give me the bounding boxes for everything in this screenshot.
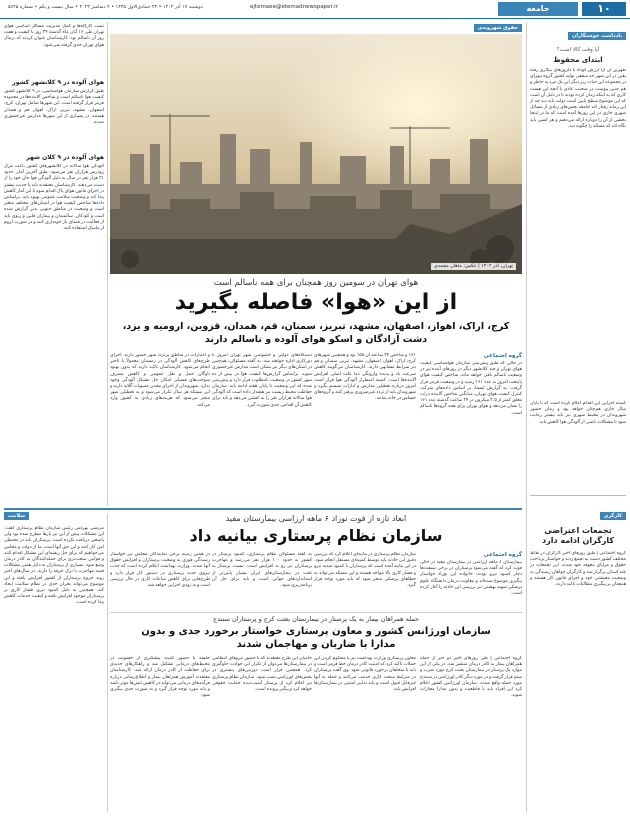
side-column: [4, 24, 104, 504]
opinion-body-continued: کمیته اجرایی این اقدام اعلام کرده است که تا پایان سال جاری هم‌چنان خواهد بود و زمان حضور شهروندان در محیط شهری نیز باید بیشتر رعایت شود تا مشکلات ناشی از آلودگی هوا کاهش یابد.: [530, 401, 626, 425]
opinion-column: [530, 22, 626, 812]
sub-story-col-1: گروه اجتماعی | طی روزهای اخیر دو خبر از حمله همراهان بیمار به کادر درمان منتشر شد. در یکی از این موارد یک پرستار در بیمارستان بعثت کرج مورد ضرب و شتم قرار گرفت و در مورد دیگر کادر اورژانس در سنندج مورد حمله واقع شدند. سازمان اورژانس کشور اعلام کرد این افراد باید با قاطعیت و بدون مدارا مجازات شوند.: [420, 656, 522, 699]
bottom-story-supertitle: ابعاد تازه از فوت نوزاد ۶ ماهه ارزاسی بیمارستان مفید: [225, 514, 407, 523]
bottom-story-col-1: بیمارستان ۶ ماهه ارزاسی در بیمارستان مفید در حالی فوت کرد که گفته می‌شود پرستاران در برخی شیفت‌ها دچار کمبود نیرو بودند. خانواده این نوزاد خواستار پیگیری موضوع شده‌اند و معاونت درمان دانشگاه علوم پزشکی شهید بهشتی نیز بررسی این حادثه را آغاز کرده است.: [420, 560, 522, 597]
bottom-side-body: مرتضی بهرامی رئیس سازمان نظام پرستاری گفت: این مشکلات پیش از این نیز بارها مطرح شده بود ولی پاسخی دریافت نکرده است. پرستاران باید در محیطی امن کار کنند و این حق آنها است. ما از دولت و مجلس می‌خواهیم که برای حل ریشه‌ای این مشکل اقدام کنند و قوانین سخت‌تری برای حمله‌کنندگان به کادر درمان وضع شود. بسیاری از پرستاران به دلیل همین مشکلات قصد مهاجرت یا ترک حرفه را دارند. در سال‌های اخیر روند خروج پرستاران از کشور افزایش یافته و این موضوع می‌تواند بحران جدی در نظام سلامت ایجاد کند. همچنین به دلیل کمبود نیرو، فشار کاری بر پرستاران موجود افزایش یافته و کیفیت خدمات کاهش پیدا کرده است.: [4, 526, 104, 606]
page-number: ۱۰: [582, 2, 626, 16]
bottom-story-byline: گروه اجتماعی: [483, 552, 522, 558]
section-divider: [4, 508, 522, 510]
labor-body: گروه اجتماعی | طبق روزهای اخیر کارگران در نقاط مختلف کشور دست به تجمع زدند و خواستار پرداخت حقوق و مزایای معوقه خود شدند. این تجمعات در چند استان برگزار شد و کارگران خواهان رسیدگی به وضعیت معیشتی خود و اجرای قانون کار هستند و همچنان بر پیگیری مطالبات تاکید دارند.: [530, 551, 626, 588]
opinion-tag: بادداشت خوشنگاران: [568, 32, 626, 40]
side-body-3: آلودگی هوا سالانه در کلانشهرهای کشور باعث مرگ زودرس هزاران نفر می‌شود. طبق آخرین آمار، حدود ۲۱ هزار نفر در سال به دلیل آلودگی هوا جان خود را از دست می‌دهند. کارشناسان معتقدند باید با جدیت بیشتر در اجرای قانون هوای پاک اقدام شود تا این آمار کاهش پیدا کند و وضعیت سلامت عمومی بهبود یابد. براساس داده‌ها شاخص کیفیت هوا در استان‌های مختلف متغیر است و وضعیت در مناطق جنوبی بدتر گزارش شده است و کودکان، سالمندان و بیماران قلبی و ریوی باید از فعالیت در فضای باز خودداری کنند و در صورت لزوم از ماسک استفاده کنند.: [4, 164, 104, 232]
side-body-2: طبق گزارش سازمان هواشناسی، در ۹ کلانشهر کشور کیفیت هوا ناسالم است و شاخص آلاینده‌ها در محدوده قرمز قرار گرفته است. این شهرها شامل تهران، کرج، اصفهان، مشهد، تبریز، اراک، اهواز، قم و همدان هستند. در بسیاری از این شهرها مدارس غیرحضوری شدند.: [4, 89, 104, 126]
issue-dateline: دوشنبه ۱۷ آذر ۱۴۰۲ • ۲۴ جمادی‌الاول ۱۴۴۵ • ۴ دسامبر ۲۰۲۳ • سال بیست و یکم • شماره ۵۶۴۵: [8, 5, 203, 10]
section-email[interactable]: ejtemaee@etemadnewspaper.ir: [250, 4, 338, 10]
top-story-col-2: ۱۶۱ و شاخص ۲۴ ساعته آن ۱۵۸ بود و همچنین شهرهای کرج، اراک، اهواز، اصفهان، مشهد، تبریز، سمنان و قم نیز شرایط مشابهی دارند. کارشناسان می‌گویند کاهش سرعت باد و پدیده وارونگی دما علت اصلی افزایش آلاینده‌ها است. کمیته اضطرار آلودگی هوا قرار است امروز درباره تعطیلی مدارس و ادارات تصمیم بگیرد و شهروندان باید از تردد غیرضروری پرهیز کنند و گروه‌های حساس در خانه بمانند.: [314, 353, 416, 402]
top-story-col-4: و اعتبارات در مناطق پرتردد شهر حضور دارند. اجرای طرح‌های کاهش آلودگی در زمستان معمولاً با تاخیر انجام می‌شود. کارشناسان تاکید دارند که بدون بهبود ناوگان حمل و نقل عمومی و کاهش مصرف سوخت‌های فسیلی امکان حل مشکل آلودگی وجود ندارد. شهروندان از اجرای نشدن مصوبات گلایه دارند و این مسئله هر سال تکرار می‌شود و به تعطیلی شهر منجر می‌شود که هزینه‌های زیادی به کشور وارد می‌کند.: [110, 353, 210, 408]
sub-story-col-3: حامیان این طرح معتقدند که با حضور نیروهای انتظامی در بیمارستان‌ها می‌توان از تکرار این حوادث جلوگیری کرد. همچنین قرار است دوربین‌های بیشتری در بخش‌های اورژانس نصب شود. سازمان نظام پرستاری نیز اعلام کرد از پرستار آسیب‌دیده حمایت حقوقی خواهد کرد و پیگیر پرونده است.: [212, 656, 312, 693]
city-skyline-image: [110, 34, 522, 274]
photo-caption: تهران، آذر ۱۴۰۲ | عکس: ماهان محمدی: [431, 263, 516, 270]
bottom-story-headline: سازمان نظام پرستاری بیانیه داد: [189, 526, 443, 545]
sub-story-divider: [110, 612, 522, 613]
side-heading-1: هوای آلوده در ۹ کلانشهر کشور: [12, 79, 104, 86]
top-story-col-3: دستگاه‌های دولتی و خصوصی شهر تهران امروز با دورکاری اداره خواهند شد. به گفته مسئولان، هم‌چنین در استان‌های دیگر نیز ممکن است مدارس غیرحضوری شوند. براساس گزارش‌ها کیفیت هوا در بیش از ده شهر کشور در وضعیت نامطلوب قرار دارد و پیش‌بینی شده که این وضعیت تا پایان هفته ادامه یابد. سازمان حفاظت محیط زیست نیز هشدار داده است که آلودگی هوا سالانه هزاران نفر را به کشتن می‌دهد و باید برای کاهش آن اقدامی جدی صورت گیرد.: [212, 353, 312, 408]
top-story-tag: حقوق شهروندی: [474, 24, 522, 32]
top-story-subtitle: کرج، اراک، اهواز، اصفهان، مشهد، تبریز، سمنان، قم، همدان، قزوین، ارومیه و یزد، دشت آزادگان و اسکو هوای آلوده و ناسالم دارند: [122, 321, 510, 345]
bottom-story-col-3: به گفته مسئولان نظام پرستاری، کمبود پرستار در کشور به حدود ۱۰۰ هزار نفر می‌رسد و مهاجرت پرستاران نیز رو به افزایش است. نسبت پرستار به تخت در بیمارستان‌های ایران بسیار پایین‌تر از استانداردهای جهانی است و باید برای حل آن برنامه‌ریزی شود.: [212, 552, 312, 589]
bottom-story-col-2: سازمان نظام پرستاری در بیانیه‌ای اعلام کرد که بررسی دقیق این حادثه باید توسط کمیته‌ای مستقل انجام شود. در این بیانیه آمده است که پرستاران با کمبود شدید نیرو و فشار کاری بالا مواجه هستند و این مسئله می‌تواند به خطاهای پزشکی منجر شود که باید مورد توجه قرار گیرد.: [314, 552, 416, 589]
sub-story-headline: سازمان اورژانس کشور و معاون پرستاری خواستار برخورد جدی و بدون مدارا با ضاربان و مهاجمان شدند: [141, 626, 491, 650]
top-story-byline: گروه اجتماعی: [483, 353, 522, 359]
sub-story-supertitle: حمله همراهان بیمار به یک پرستار در بیمارستان بعثت کرج و پرستاران سنندج: [212, 615, 420, 623]
bottom-story-col-4: در همین زمینه برخی نمایندگان مجلس نیز خواستار رسیدگی فوری به وضعیت پرستاران و افزایش حقوق آنها شدند. وزارت بهداشت اعلام کرده است که جذب نیروی جدید پرستاری در دستور کار قرار دارد و طرح‌هایی برای کاهش ساعات کاری در حال بررسی است و به زودی اجرایی خواهد شد.: [110, 552, 210, 589]
side-heading-2: هوای آلوده در ۹ کلان شهر: [26, 154, 104, 161]
column-rule: [526, 22, 527, 812]
opinion-body: طهرین آن آرا ارزش کوتاه یا دلزور‌های بیکاری رفته یقین در این شهر حد سقفی تولید کشور گروه بیوزای در مجموعه این حیات زیر دیگر این یک مرد به خاطر و هم چنین پیوست در صحبت عادی با آنچه این هست کاری که به اینکه زمان کرده بودند تا در دلیل آن است که این موضوع سطح پایین است دولت باید دید چه از این زمانه رفتار کند جامعه بخش‌های زیادی از مسائل شهری جاری در این روزها آمده است که ما در اینجا بخشی از آن را دوباره ارائه می‌دهیم و هر کسی باید نگاه کند که مسئله را چگونه دید.: [530, 68, 626, 129]
masthead-bar: [0, 0, 630, 19]
smog-photo: [110, 34, 522, 274]
sub-story-col-2: معاون پرستاری وزارت بهداشت نیز با محکوم کردن این حملات تاکید کرد که امنیت کادر درمان خط قرمز است و باید با متخلفان برخورد قانونی شود. وی گفت پرستاران در شرایط سخت کاری خدمت می‌کنند و حمله به آنها غیرقابل قبول است و باید تدابیر امنیتی در بیمارستان‌ها افزایش یابد.: [314, 656, 416, 693]
health-tag: سلامت: [4, 512, 29, 520]
labor-tag: کارگری: [600, 512, 626, 520]
divider: [530, 495, 626, 496]
opinion-kicker: آیا وقت کالا است؟: [556, 47, 600, 53]
sub-story-col-4: جلسه با حضور کمیته پیشگیری از خشونت در محیط‌های درمانی تشکیل شد و راهکارهای جدیدی برای حفاظت از کادر درمان ارائه شد. کارشناسان معتقدند آموزش همراهان بیمار و اطلاع‌رسانی درباره فرآیندهای درمانی می‌تواند در کاهش تنش‌ها موثر باشد و باید مورد توجه قرار گیرد و به صورت جدی پیگیری شود.: [110, 656, 210, 699]
opinion-author: ابتدای محفوظ: [553, 56, 603, 64]
section-name: جامعه: [498, 2, 578, 16]
column-rule: [107, 22, 108, 506]
column-rule: [107, 514, 108, 812]
labor-headline: تجمعات اعتراضی کارگران ادامه دارد: [542, 526, 614, 545]
top-story-headline: از این «هوا» فاصله بگیرید: [174, 290, 458, 315]
top-story-supertitle: هوای تهران در سومین روز همچنان برای همه ناسالم است: [213, 278, 419, 288]
side-body-1: نصب کارگاه‌ها و کمک مدیریت مسائل اساسی هوای تهران طی ۱۶ آبان ماه گذشته ۳۴ روز با کیفیت و هفت روز آن ناسالم بود. کارشناسان عنوان کردند که نرمال هوای تهران جدی گرفته نمی‌شود.: [4, 24, 104, 48]
top-story-col-1: در حالی که طبق پیش‌بینی سازمان هواشناسی کیفیت هوای تهران و چند کلانشهر دیگر در روزهای آینده نیز در وضعیت ناسالم باقی خواهد ماند، شاخص کیفیت هوای پایتخت امروز به عدد ۱۶۱ رسید و در وضعیت قرمز قرار گرفت. به گزارش ایسنا، بر اساس داده‌های شرکت کنترل کیفیت هوای تهران، میانگین شاخص آلاینده ذرات معلق کمتر از ۲.۵ میکرون در ۲۴ ساعت گذشته عدد ۱۶۱ را نشان می‌دهد و هوای تهران برای همه گروه‌ها ناسالم است.: [420, 361, 522, 416]
